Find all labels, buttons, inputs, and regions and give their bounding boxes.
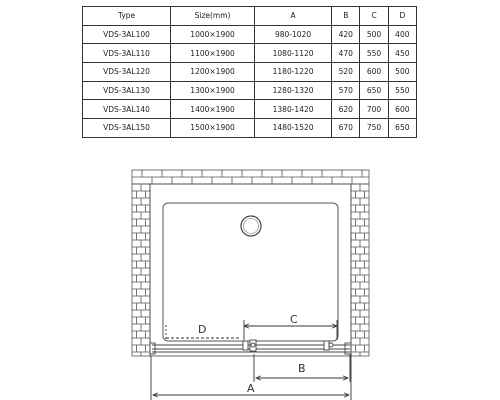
cell-size: 1400×1900 [171, 100, 255, 119]
cell-type: VDS-3AL120 [83, 63, 171, 82]
cell-d: 500 [388, 63, 416, 82]
brick-wall-top [132, 170, 369, 184]
cell-type: VDS-3AL130 [83, 81, 171, 100]
cell-b: 520 [332, 63, 360, 82]
drain-icon [241, 216, 261, 236]
cell-c: 750 [360, 119, 388, 138]
cell-d: 400 [388, 25, 416, 44]
cell-c: 650 [360, 81, 388, 100]
label-d: D [198, 323, 207, 336]
cell-size: 1500×1900 [171, 119, 255, 138]
cell-type: VDS-3AL140 [83, 100, 171, 119]
col-header-a: A [254, 7, 331, 26]
cell-b: 420 [332, 25, 360, 44]
shower-tray [163, 203, 338, 341]
cell-type: VDS-3AL110 [83, 44, 171, 63]
label-a: A [247, 382, 255, 395]
cell-d: 650 [388, 119, 416, 138]
cell-c: 700 [360, 100, 388, 119]
brick-wall-left [132, 184, 150, 356]
cell-size: 1300×1900 [171, 81, 255, 100]
cell-type: VDS-3AL150 [83, 119, 171, 138]
label-b: B [298, 362, 306, 375]
cell-a: 1380-1420 [254, 100, 331, 119]
cell-c: 550 [360, 44, 388, 63]
cell-d: 550 [388, 81, 416, 100]
cell-a: 1180-1220 [254, 63, 331, 82]
col-header-d: D [388, 7, 416, 26]
cell-size: 1200×1900 [171, 63, 255, 82]
cell-a: 980-1020 [254, 25, 331, 44]
cell-d: 450 [388, 44, 416, 63]
cell-b: 470 [332, 44, 360, 63]
cell-c: 500 [360, 25, 388, 44]
cell-size: 1100×1900 [171, 44, 255, 63]
label-c: C [290, 313, 298, 326]
cell-a: 1280-1320 [254, 81, 331, 100]
room-outline [150, 184, 351, 356]
col-header-size: Size(mm) [171, 7, 255, 26]
cell-type: VDS-3AL100 [83, 25, 171, 44]
col-header-c: C [360, 7, 388, 26]
cell-size: 1000×1900 [171, 25, 255, 44]
cell-b: 670 [332, 119, 360, 138]
cell-c: 600 [360, 63, 388, 82]
cell-d: 600 [388, 100, 416, 119]
cell-b: 620 [332, 100, 360, 119]
col-header-b: B [332, 7, 360, 26]
col-header-type: Type [83, 7, 171, 26]
brick-wall-right [351, 184, 369, 356]
cell-a: 1480-1520 [254, 119, 331, 138]
cell-b: 570 [332, 81, 360, 100]
cell-a: 1080-1120 [254, 44, 331, 63]
